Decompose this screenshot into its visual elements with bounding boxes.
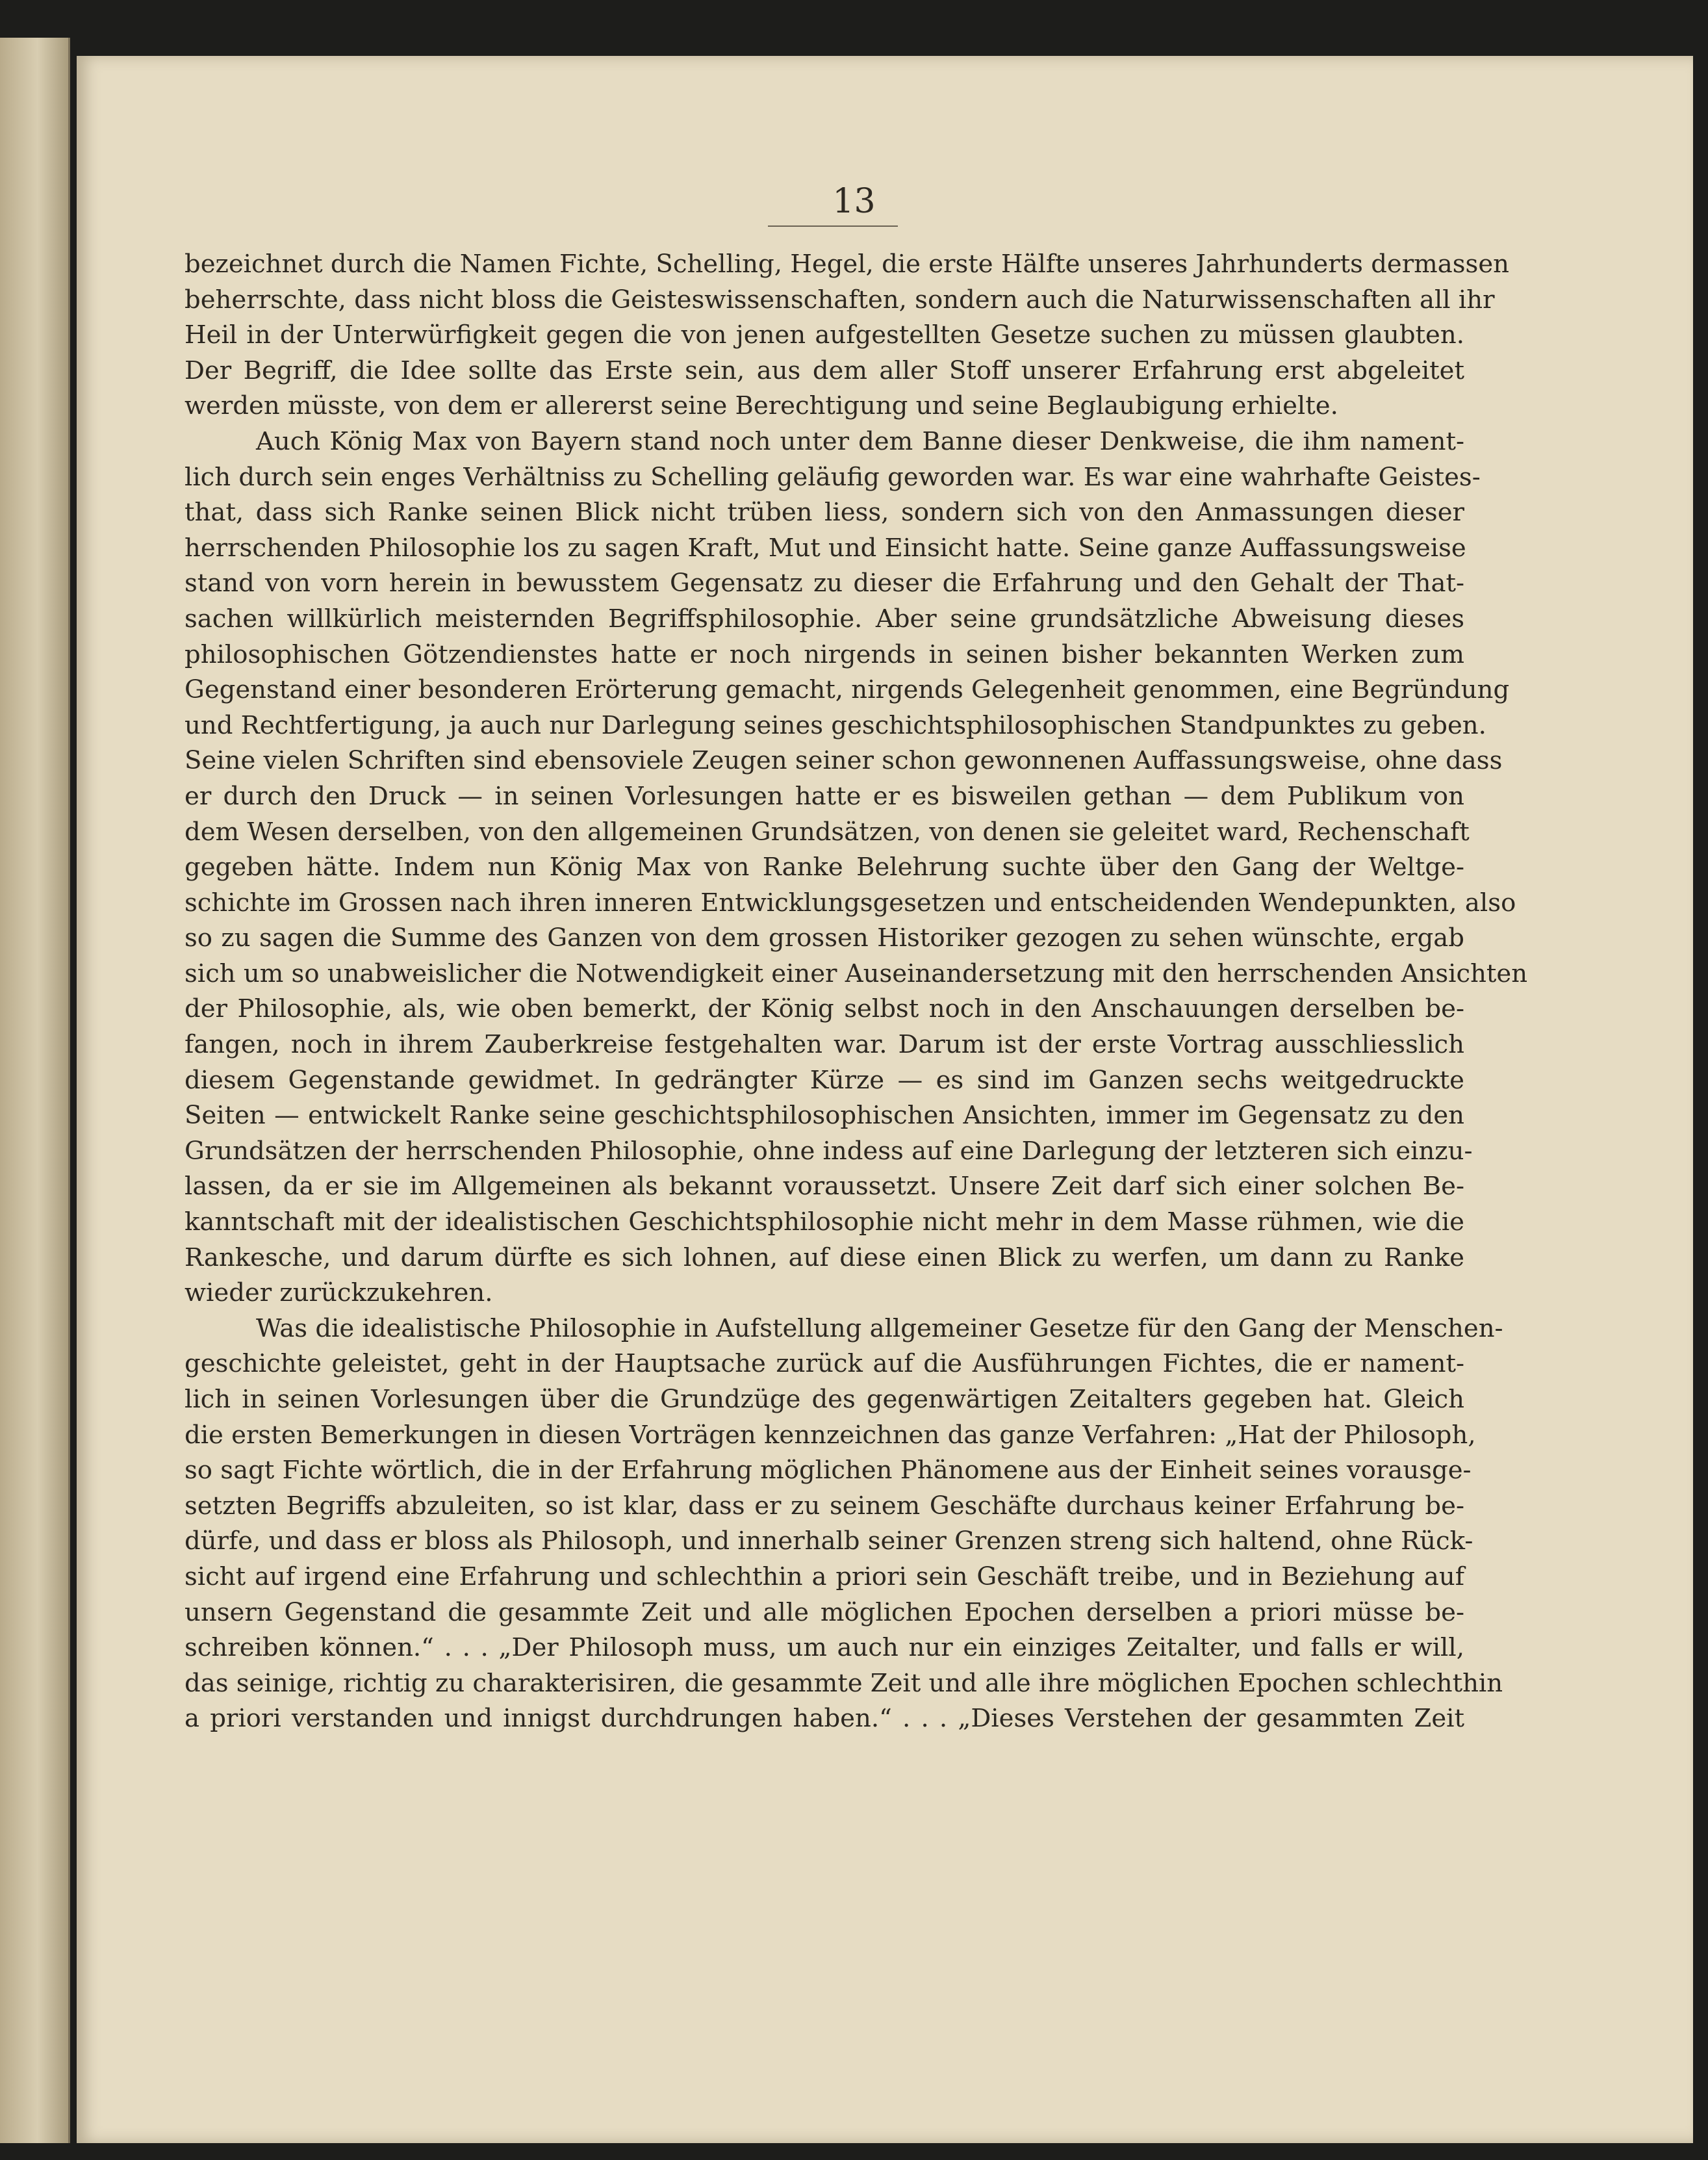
- text-line: er durch den Druck — in seinen Vorlesungen hatte er es bisweilen gethan — dem Publikum von: [185, 781, 1464, 811]
- text-line: werden müsste, von dem er allererst seine Berechtigung und seine Beglaubigung erhielte.: [185, 391, 1338, 421]
- text-line: so zu sagen die Summe des Ganzen von dem grossen Historiker gezogen zu sehen wünschte, ergab: [185, 923, 1464, 953]
- text-line: lich durch sein enges Verhältniss zu Schelling geläufig geworden war. Es war eine wahrhafte Geistes-: [185, 462, 1481, 492]
- text-line: gegeben hätte. Indem nun König Max von Ranke Belehrung suchte über den Gang der Weltge-: [185, 853, 1464, 882]
- page-number: 13: [832, 182, 876, 221]
- text-line: that, dass sich Ranke seinen Blick nicht trüben liess, sondern sich von den Anmassungen dieser: [185, 498, 1464, 528]
- text-line: Gegenstand einer besonderen Erörterung gemacht, nirgends Gelegenheit genommen, eine Begründung: [185, 675, 1510, 705]
- text-line: Grundsätzen der herrschenden Philosophie, ohne indess auf eine Darlegung der letzteren sich einzu-: [185, 1136, 1473, 1166]
- text-line: Heil in der Unterwürfigkeit gegen die von jenen aufgestellten Gesetze suchen zu müssen glaubten.: [185, 320, 1464, 350]
- text-line: stand von vorn herein in bewusstem Gegensatz zu dieser die Erfahrung und den Gehalt der That-: [185, 569, 1464, 598]
- page-number-rule: [768, 225, 898, 227]
- text-line: Der Begriff, die Idee sollte das Erste sein, aus dem aller Stoff unserer Erfahrung erst abgeleitet: [185, 355, 1464, 385]
- text-line: und Rechtfertigung, ja auch nur Darlegung seines geschichtsphilosophischen Standpunktes zu geben.: [185, 710, 1486, 740]
- text-line: dem Wesen derselben, von den allgemeinen Grundsätzen, von denen sie geleitet ward, Rechenschaft: [185, 817, 1470, 847]
- text-line: kanntschaft mit der idealistischen Geschichtsphilosophie nicht mehr in dem Masse rühmen, wie die: [185, 1207, 1464, 1237]
- text-line: beherrschte, dass nicht bloss die Geisteswissenschaften, sondern auch die Naturwissenschaften all ihr: [185, 285, 1495, 315]
- text-line: a priori verstanden und innigst durchdrungen haben.“ . . . „Dieses Verstehen der gesammten Zeit: [185, 1704, 1464, 1734]
- text-line: Rankesche, und darum dürfte es sich lohnen, auf diese einen Blick zu werfen, um dann zu Ranke: [185, 1242, 1464, 1272]
- text-line: fangen, noch in ihrem Zauberkreise festgehalten war. Darum ist der erste Vortrag ausschliesslich: [185, 1030, 1464, 1060]
- text-line: sicht auf irgend eine Erfahrung und schlechthin a priori sein Geschäft treibe, und in Beziehung auf: [185, 1562, 1464, 1591]
- text-line: sich um so unabweislicher die Notwendigkeit einer Auseinandersetzung mit den herrschenden Ansichten: [185, 958, 1528, 988]
- text-line: das seinige, richtig zu charakterisiren, die gesammte Zeit und alle ihre möglichen Epochen schlechthin: [185, 1668, 1503, 1698]
- text-line: sachen willkürlich meisternden Begriffsphilosophie. Aber seine grundsätzliche Abweisung dieses: [185, 604, 1464, 634]
- text-line: Auch König Max von Bayern stand noch unter dem Banne dieser Denkweise, die ihm nament-: [256, 426, 1464, 456]
- text-line: setzten Begriffs abzuleiten, so ist klar, dass er zu seinem Geschäfte durchaus keiner Erfahrung be-: [185, 1491, 1464, 1521]
- text-line: herrschenden Philosophie los zu sagen Kraft, Mut und Einsicht hatte. Seine ganze Auffassungsweise: [185, 533, 1466, 563]
- text-line: die ersten Bemerkungen in diesen Vorträgen kennzeichnen das ganze Verfahren: „Hat der Philosoph,: [185, 1420, 1476, 1450]
- text-line: Seiten — entwickelt Ranke seine geschichtsphilosophischen Ansichten, immer im Gegensatz zu den: [185, 1101, 1464, 1131]
- body-text: [185, 247, 1528, 1737]
- text-line: schreiben können.“ . . . „Der Philosoph muss, um auch nur ein einziges Zeitalter, und falls er will,: [185, 1633, 1464, 1663]
- text-line: so sagt Fichte wörtlich, die in der Erfahrung möglichen Phänomene aus der Einheit seines vorausge-: [185, 1456, 1472, 1485]
- text-line: bezeichnet durch die Namen Fichte, Schelling, Hegel, die erste Hälfte unseres Jahrhunderts dermassen: [185, 250, 1510, 279]
- text-line: dürfe, und dass er bloss als Philosoph, und innerhalb seiner Grenzen streng sich haltend, ohne Rück-: [185, 1526, 1473, 1556]
- text-line: schichte im Grossen nach ihren inneren Entwicklungsgesetzen und entscheidenden Wendepunkten, also: [185, 888, 1516, 918]
- text-line: Seine vielen Schriften sind ebensoviele Zeugen seiner schon gewonnenen Auffassungsweise, ohne dass: [185, 746, 1503, 776]
- text-line: unsern Gegenstand die gesammte Zeit und alle möglichen Epochen derselben a priori müsse be-: [185, 1597, 1464, 1627]
- text-line: Was die idealistische Philosophie in Aufstellung allgemeiner Gesetze für den Gang der Menschen-: [256, 1313, 1503, 1343]
- text-line: der Philosophie, als, wie oben bemerkt, der König selbst noch in den Anschauungen derselben be-: [185, 994, 1464, 1024]
- text-line: geschichte geleistet, geht in der Hauptsache zurück auf die Ausführungen Fichtes, die er nament-: [185, 1349, 1464, 1379]
- text-line: lich in seinen Vorlesungen über die Grundzüge des gegenwärtigen Zeitalters gegeben hat. Gleich: [185, 1385, 1464, 1414]
- text-line: philosophischen Götzendienstes hatte er noch nirgends in seinen bisher bekannten Werken zum: [185, 639, 1464, 669]
- text-line: wieder zurückzukehren.: [185, 1278, 493, 1308]
- book-spine-edge: [0, 38, 70, 2143]
- text-line: lassen, da er sie im Allgemeinen als bekannt voraussetzt. Unsere Zeit darf sich einer solchen Be-: [185, 1172, 1464, 1202]
- text-line: diesem Gegenstande gewidmet. In gedrängter Kürze — es sind im Ganzen sechs weitgedruckte: [185, 1065, 1464, 1095]
